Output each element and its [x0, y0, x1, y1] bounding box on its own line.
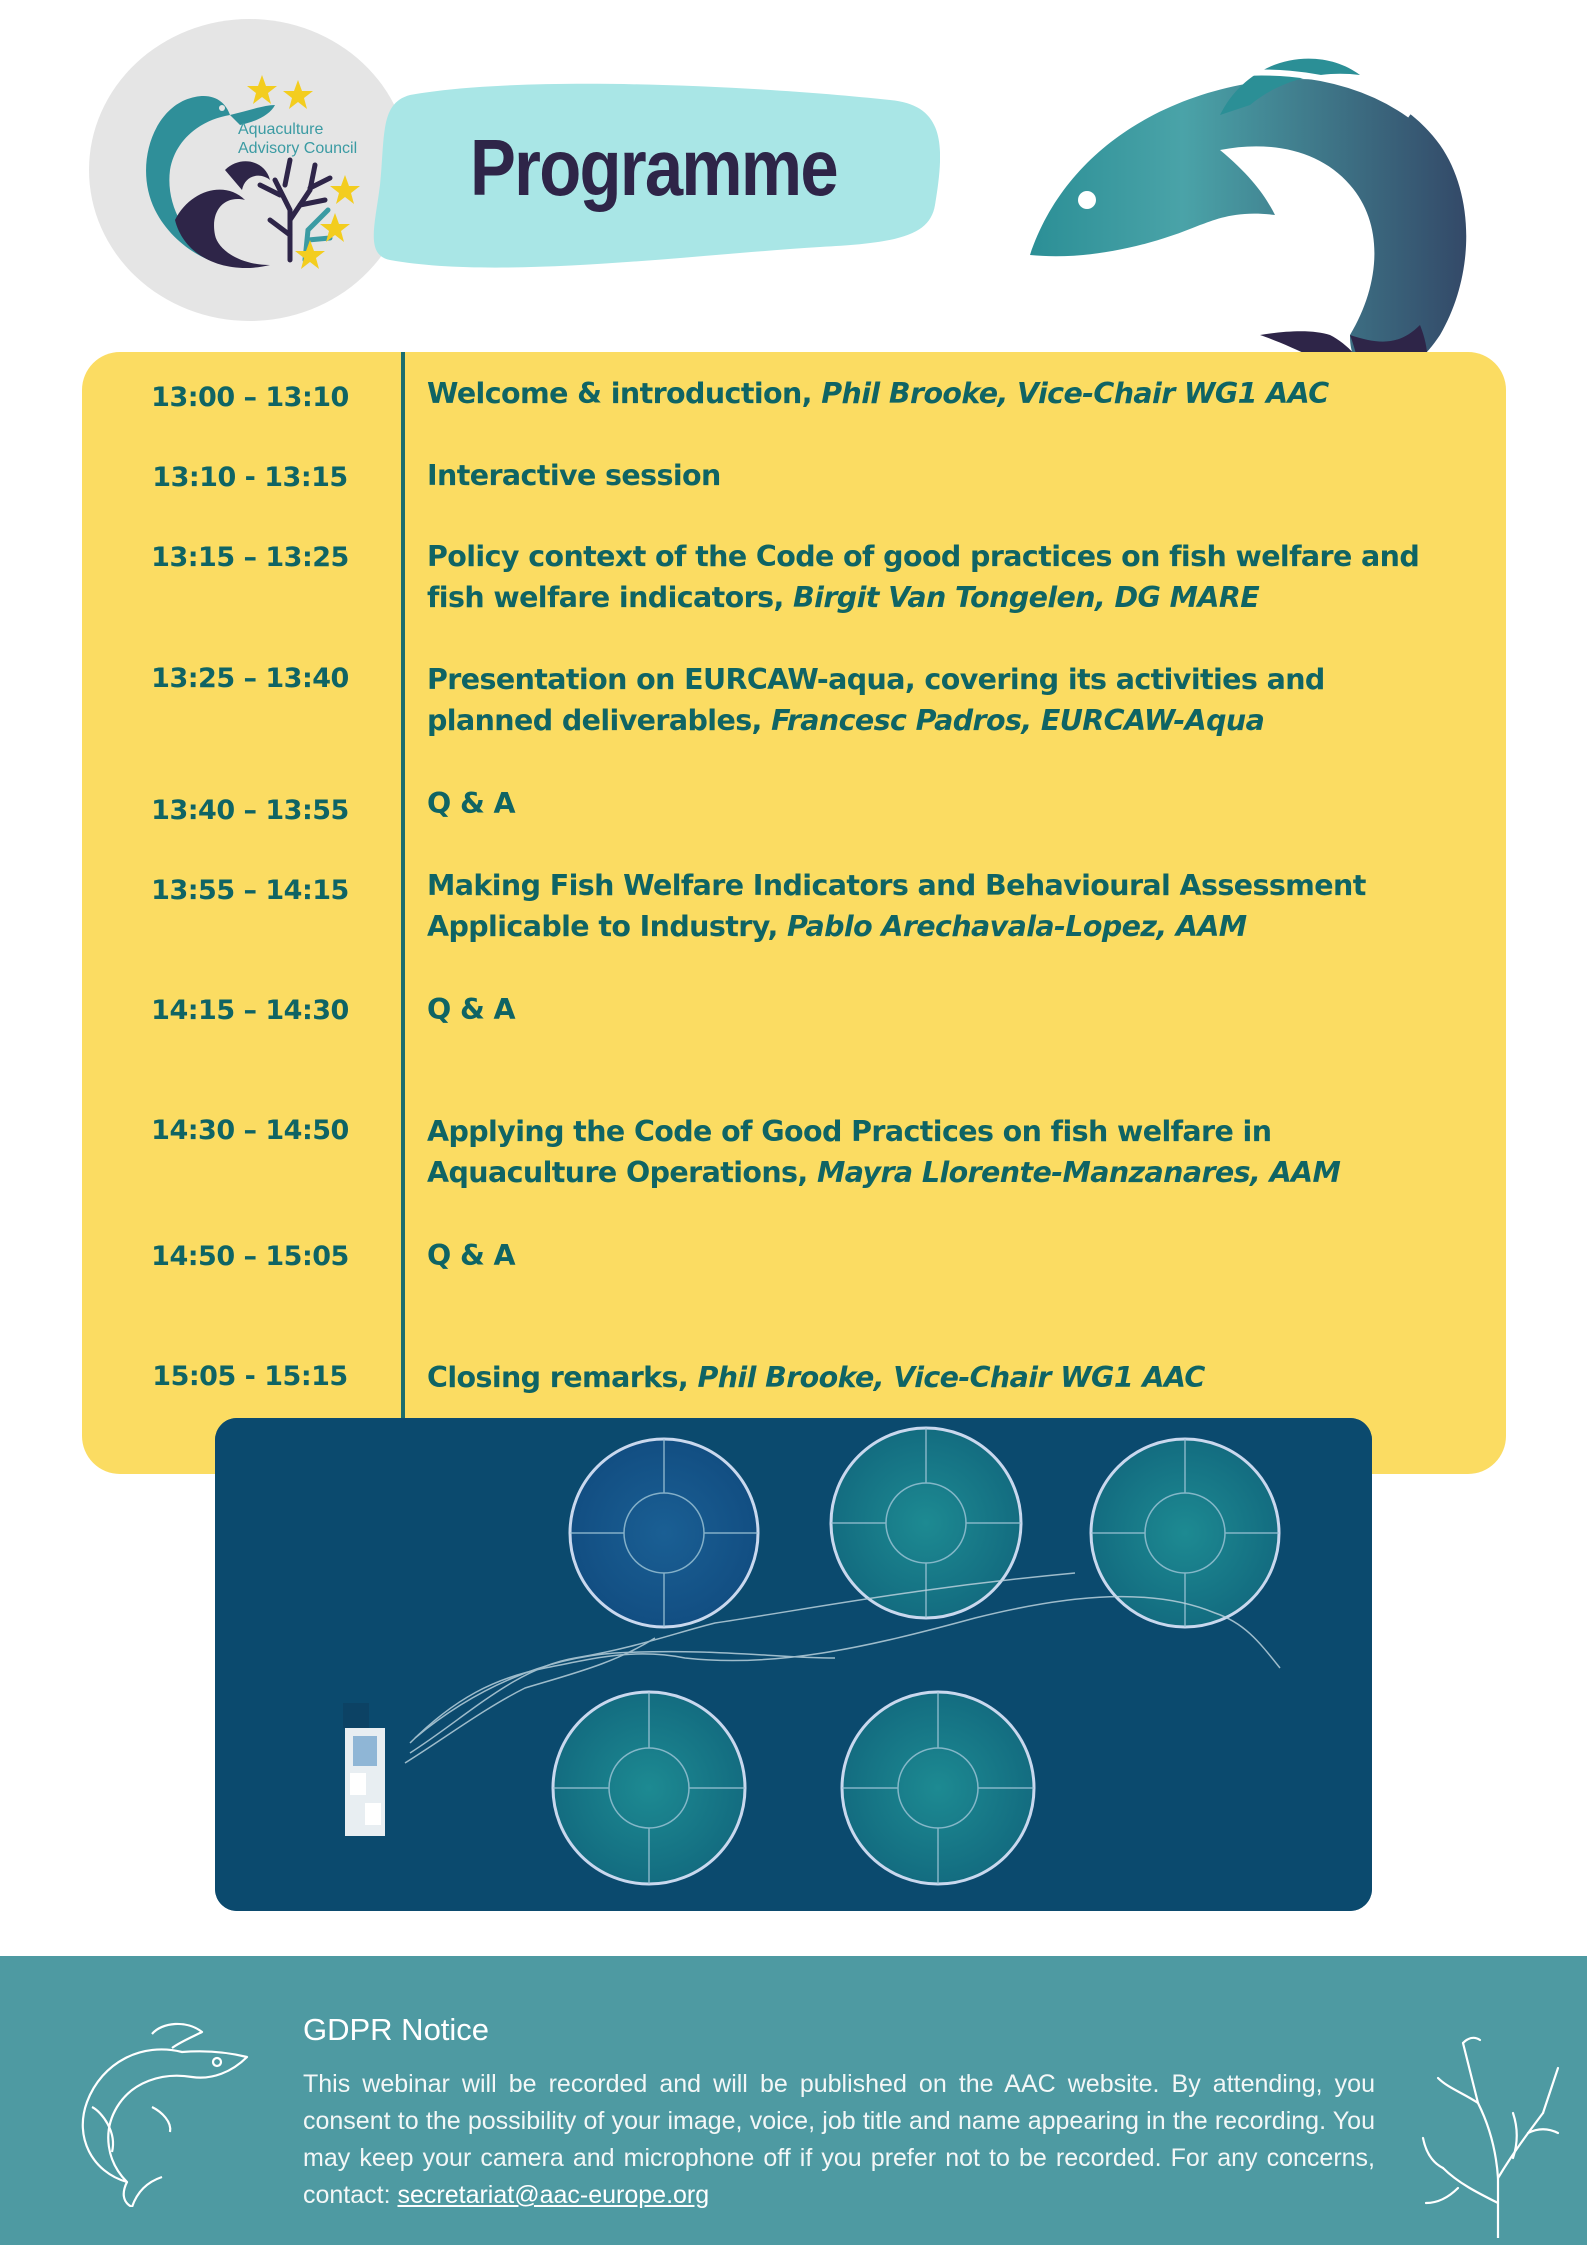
gdpr-title: GDPR Notice: [303, 2012, 490, 2047]
aerial-cages-image: [215, 1418, 1372, 1911]
contact-email-link[interactable]: secretariat@aac-europe.org: [397, 2181, 710, 2209]
session-topic: Closing remarks,: [427, 1361, 698, 1394]
session-speaker: Phil Brooke, Vice-Chair WG1 AAC: [697, 1361, 1205, 1394]
fish-outline-icon: [62, 2012, 262, 2207]
session-speaker: Birgit Van Tongelen, DG MARE: [793, 581, 1260, 614]
logo-line-1: Aquaculture: [238, 121, 324, 138]
session-speaker: Pablo Arechavala-Lopez, AAM: [787, 910, 1247, 943]
coral-outline-icon: [1418, 2028, 1563, 2238]
session-topic: Q & A: [427, 1239, 515, 1272]
session-time: 13:15 – 13:25: [151, 542, 349, 573]
aac-logo: [130, 60, 380, 280]
session-topic: Q & A: [427, 993, 515, 1026]
session-topic: Making Fish Welfare Indicators and Behavioural Assessment Applicable to Industry,: [427, 869, 1366, 943]
session-time: 13:40 – 13:55: [151, 795, 349, 826]
session-time: 15:05 - 15:15: [152, 1361, 348, 1392]
session-title: [427, 783, 1457, 824]
session-time: 13:10 - 13:15: [152, 462, 348, 493]
session-time: 14:30 – 14:50: [151, 1115, 349, 1146]
session-time: 13:55 – 14:15: [151, 875, 349, 906]
session-topic: Policy context of the Code of good practices on fish welfare and fish welfare indicators,: [427, 540, 1420, 614]
session-title: [427, 373, 1457, 414]
session-title: [427, 1357, 1457, 1398]
session-speaker: Mayra Llorente-Manzanares, AAM: [816, 1156, 1341, 1189]
session-title: [427, 989, 1457, 1030]
fish-farm-photo: [215, 1418, 1372, 1911]
session-time: 13:00 – 13:10: [151, 382, 349, 413]
session-title: [427, 1235, 1457, 1276]
session-time: 13:25 – 13:40: [151, 663, 349, 694]
session-topic: Presentation on EURCAW-aqua, covering its activities and planned deliverables,: [427, 663, 1325, 737]
session-topic: Applying the Code of Good Practices on fish welfare in Aquaculture Operations,: [427, 1115, 1272, 1189]
session-speaker: Francesc Padros, EURCAW-Aqua: [771, 704, 1265, 737]
session-title: [427, 659, 1457, 741]
page-title: Programme: [470, 123, 837, 212]
session-topic: Q & A: [427, 787, 515, 820]
session-title: [427, 865, 1457, 947]
timeline-divider: [401, 352, 405, 1418]
logo-wordmark: [238, 120, 378, 158]
logo-line-2: Advisory Council: [238, 140, 358, 157]
session-title: [427, 1111, 1457, 1193]
session-time: 14:15 – 14:30: [151, 995, 349, 1026]
session-time: 14:50 – 15:05: [151, 1241, 349, 1272]
session-title: [427, 455, 1457, 496]
session-topic: Interactive session: [427, 459, 721, 492]
gdpr-notice-text: [303, 2066, 1375, 2214]
session-title: [427, 536, 1457, 618]
session-topic: Welcome & introduction,: [427, 377, 822, 410]
session-speaker: Phil Brooke, Vice-Chair WG1 AAC: [821, 377, 1329, 410]
gdpr-body-text: This webinar will be recorded and will be published on the AAC website. By attending, you consent to the possibility of your image, voice, job title and name appearing in the recording. You may keep your camera and microphone off if you prefer not to be recorded. For any concerns, contact:: [303, 2070, 1375, 2209]
